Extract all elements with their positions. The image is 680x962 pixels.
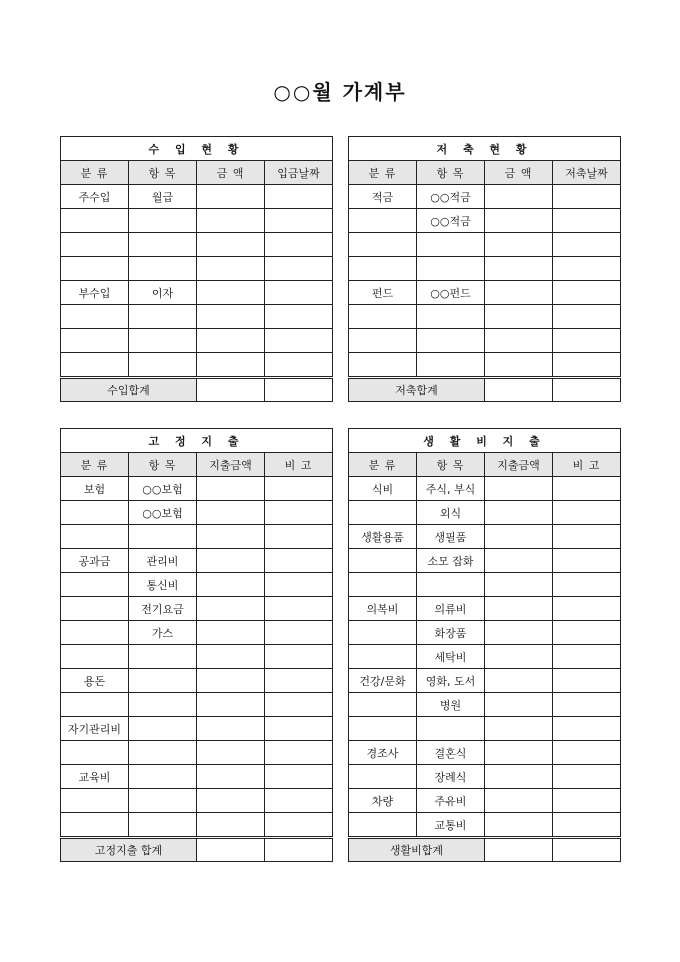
amount-cell[interactable] <box>485 329 553 353</box>
item-cell: 월급 <box>129 185 197 209</box>
category-cell: 펀드 <box>349 281 417 305</box>
item-cell <box>417 717 485 741</box>
total-note-cell[interactable] <box>553 838 621 862</box>
table-row <box>61 765 333 789</box>
item-cell <box>129 789 197 813</box>
item-cell: 소모 잡화 <box>417 549 485 573</box>
item-cell: ○○보험 <box>129 501 197 525</box>
category-cell: 부수입 <box>61 281 129 305</box>
item-cell <box>129 525 197 549</box>
note-cell[interactable] <box>265 741 333 765</box>
category-cell <box>61 741 129 765</box>
category-cell: 건강/문화 <box>349 669 417 693</box>
note-cell[interactable] <box>553 645 621 669</box>
item-cell <box>129 305 197 329</box>
item-cell <box>417 257 485 281</box>
note-cell[interactable] <box>265 305 333 329</box>
section-header-row <box>349 137 621 161</box>
item-cell: 주식, 부식 <box>417 477 485 501</box>
category-cell <box>349 257 417 281</box>
table-row <box>61 525 333 549</box>
table-row <box>349 645 621 669</box>
income-table <box>60 136 333 402</box>
item-cell: 외식 <box>417 501 485 525</box>
column-header: 지출금액 <box>485 453 553 477</box>
item-cell: 병원 <box>417 693 485 717</box>
column-header: 금 액 <box>485 161 553 185</box>
note-cell[interactable] <box>553 305 621 329</box>
savings-table <box>348 136 621 402</box>
amount-cell[interactable] <box>485 717 553 741</box>
amount-cell[interactable] <box>197 669 265 693</box>
amount-cell[interactable] <box>485 233 553 257</box>
note-cell[interactable] <box>553 233 621 257</box>
total-row <box>61 378 333 402</box>
column-header: 분 류 <box>61 453 129 477</box>
table-row <box>349 717 621 741</box>
table-row <box>61 257 333 281</box>
total-row <box>349 838 621 862</box>
item-cell: 가스 <box>129 621 197 645</box>
fixed-expense-table <box>60 428 333 862</box>
table-row <box>349 209 621 233</box>
category-cell <box>349 693 417 717</box>
table-row <box>61 741 333 765</box>
total-note-cell[interactable] <box>265 378 333 402</box>
table-row <box>349 257 621 281</box>
table-row <box>61 573 333 597</box>
amount-cell[interactable] <box>197 353 265 378</box>
column-header: 항 목 <box>417 453 485 477</box>
note-cell[interactable] <box>265 525 333 549</box>
total-note-cell[interactable] <box>553 378 621 402</box>
table-row <box>349 501 621 525</box>
living-expense-table <box>348 428 621 862</box>
amount-cell[interactable] <box>197 257 265 281</box>
amount-cell[interactable] <box>485 573 553 597</box>
table-row <box>61 813 333 838</box>
amount-cell[interactable] <box>197 525 265 549</box>
table-row <box>61 477 333 501</box>
category-cell: 공과금 <box>61 549 129 573</box>
total-amount-cell[interactable] <box>485 378 553 402</box>
note-cell[interactable] <box>265 549 333 573</box>
note-cell[interactable] <box>553 597 621 621</box>
table-row <box>349 329 621 353</box>
note-cell[interactable] <box>265 501 333 525</box>
table-row <box>61 501 333 525</box>
column-header: 저축날짜 <box>553 161 621 185</box>
page-title: ○○월 가계부 <box>273 80 407 104</box>
note-cell[interactable] <box>553 765 621 789</box>
table-row <box>349 185 621 209</box>
note-cell[interactable] <box>265 353 333 378</box>
note-cell[interactable] <box>553 621 621 645</box>
table-row <box>349 281 621 305</box>
note-cell[interactable] <box>553 741 621 765</box>
total-amount-cell[interactable] <box>197 838 265 862</box>
item-cell: 관리비 <box>129 549 197 573</box>
amount-cell[interactable] <box>197 621 265 645</box>
table-row <box>61 621 333 645</box>
amount-cell[interactable] <box>197 645 265 669</box>
column-header-row <box>61 453 333 477</box>
note-cell[interactable] <box>265 477 333 501</box>
note-cell[interactable] <box>553 281 621 305</box>
amount-cell[interactable] <box>485 621 553 645</box>
note-cell[interactable] <box>553 477 621 501</box>
table-row <box>61 669 333 693</box>
amount-cell[interactable] <box>485 693 553 717</box>
note-cell[interactable] <box>265 233 333 257</box>
item-cell <box>417 353 485 378</box>
table-row <box>349 573 621 597</box>
item-cell: ○○보험 <box>129 477 197 501</box>
category-cell: 자기관리비 <box>61 717 129 741</box>
note-cell[interactable] <box>265 789 333 813</box>
note-cell[interactable] <box>553 257 621 281</box>
table-row <box>349 789 621 813</box>
column-header: 항 목 <box>129 161 197 185</box>
category-cell <box>61 813 129 838</box>
amount-cell[interactable] <box>485 209 553 233</box>
item-cell <box>129 717 197 741</box>
total-amount-cell[interactable] <box>485 838 553 862</box>
item-cell <box>129 209 197 233</box>
category-cell: 보험 <box>61 477 129 501</box>
table-row <box>349 621 621 645</box>
item-cell: 의류비 <box>417 597 485 621</box>
item-cell <box>417 305 485 329</box>
amount-cell[interactable] <box>485 597 553 621</box>
category-cell <box>61 525 129 549</box>
note-cell[interactable] <box>265 185 333 209</box>
note-cell[interactable] <box>553 353 621 378</box>
amount-cell[interactable] <box>485 185 553 209</box>
note-cell[interactable] <box>265 717 333 741</box>
column-header: 분 류 <box>61 161 129 185</box>
category-cell: 생활용품 <box>349 525 417 549</box>
note-cell[interactable] <box>265 573 333 597</box>
table-row <box>61 645 333 669</box>
note-cell[interactable] <box>265 693 333 717</box>
note-cell[interactable] <box>265 597 333 621</box>
table-row <box>349 477 621 501</box>
amount-cell[interactable] <box>197 185 265 209</box>
total-row <box>61 838 333 862</box>
category-cell <box>61 693 129 717</box>
note-cell[interactable] <box>553 789 621 813</box>
column-header: 분 류 <box>349 161 417 185</box>
amount-cell[interactable] <box>197 549 265 573</box>
category-cell <box>61 621 129 645</box>
amount-cell[interactable] <box>197 573 265 597</box>
item-cell: 세탁비 <box>417 645 485 669</box>
note-cell[interactable] <box>553 693 621 717</box>
category-cell: 적금 <box>349 185 417 209</box>
item-cell: 영화, 도서 <box>417 669 485 693</box>
total-label: 수입합계 <box>61 378 197 402</box>
table-row <box>61 329 333 353</box>
total-amount-cell[interactable] <box>197 378 265 402</box>
table-row <box>349 305 621 329</box>
table-row <box>349 353 621 378</box>
category-cell <box>61 329 129 353</box>
column-header: 금 액 <box>197 161 265 185</box>
amount-cell[interactable] <box>197 209 265 233</box>
table-row <box>61 717 333 741</box>
category-cell <box>61 257 129 281</box>
category-cell <box>61 597 129 621</box>
section-header-row <box>349 429 621 453</box>
section-header-row <box>61 137 333 161</box>
category-cell <box>349 717 417 741</box>
category-cell <box>349 233 417 257</box>
note-cell[interactable] <box>553 329 621 353</box>
item-cell: ○○적금 <box>417 209 485 233</box>
amount-cell[interactable] <box>197 501 265 525</box>
amount-cell[interactable] <box>485 353 553 378</box>
item-cell: 생필품 <box>417 525 485 549</box>
column-header: 항 목 <box>129 453 197 477</box>
amount-cell[interactable] <box>197 233 265 257</box>
category-cell <box>349 501 417 525</box>
total-label: 생활비합계 <box>349 838 485 862</box>
table-row <box>61 281 333 305</box>
section-header: 저 축 현 황 <box>349 137 621 161</box>
table-row <box>61 597 333 621</box>
amount-cell[interactable] <box>197 693 265 717</box>
category-cell <box>349 209 417 233</box>
category-cell <box>349 329 417 353</box>
item-cell <box>129 329 197 353</box>
section-header-row <box>61 429 333 453</box>
table-row <box>61 305 333 329</box>
amount-cell[interactable] <box>485 645 553 669</box>
item-cell <box>129 765 197 789</box>
category-cell <box>349 621 417 645</box>
amount-cell[interactable] <box>485 477 553 501</box>
category-cell <box>61 573 129 597</box>
note-cell[interactable] <box>265 281 333 305</box>
amount-cell[interactable] <box>485 305 553 329</box>
category-cell: 식비 <box>349 477 417 501</box>
table-row <box>349 669 621 693</box>
table-row <box>349 525 621 549</box>
note-cell[interactable] <box>553 813 621 838</box>
table-row <box>61 789 333 813</box>
category-cell: 의복비 <box>349 597 417 621</box>
table-row <box>61 693 333 717</box>
item-cell <box>129 353 197 378</box>
category-cell <box>61 501 129 525</box>
category-cell <box>61 789 129 813</box>
table-row <box>349 813 621 838</box>
category-cell <box>349 573 417 597</box>
category-cell: 용돈 <box>61 669 129 693</box>
item-cell: 교통비 <box>417 813 485 838</box>
item-cell <box>129 257 197 281</box>
table-row <box>61 353 333 378</box>
table-row <box>349 549 621 573</box>
column-header: 입금날짜 <box>265 161 333 185</box>
total-row <box>349 378 621 402</box>
table-row <box>61 209 333 233</box>
table-row <box>61 549 333 573</box>
note-cell[interactable] <box>553 209 621 233</box>
amount-cell[interactable] <box>197 305 265 329</box>
total-label: 저축합계 <box>349 378 485 402</box>
category-cell <box>61 353 129 378</box>
category-cell <box>349 353 417 378</box>
item-cell: 이자 <box>129 281 197 305</box>
note-cell[interactable] <box>265 329 333 353</box>
amount-cell[interactable] <box>485 741 553 765</box>
category-cell <box>349 305 417 329</box>
column-header: 비 고 <box>265 453 333 477</box>
item-cell: 결혼식 <box>417 741 485 765</box>
note-cell[interactable] <box>265 765 333 789</box>
note-cell[interactable] <box>553 525 621 549</box>
column-header: 항 목 <box>417 161 485 185</box>
note-cell[interactable] <box>265 257 333 281</box>
category-cell <box>61 305 129 329</box>
amount-cell[interactable] <box>485 765 553 789</box>
table-row <box>349 693 621 717</box>
note-cell[interactable] <box>265 209 333 233</box>
category-cell <box>349 645 417 669</box>
note-cell[interactable] <box>265 813 333 838</box>
table-row <box>61 233 333 257</box>
category-cell: 주수입 <box>61 185 129 209</box>
item-cell: ○○펀드 <box>417 281 485 305</box>
amount-cell[interactable] <box>485 525 553 549</box>
table-row <box>349 741 621 765</box>
category-cell <box>61 209 129 233</box>
item-cell <box>129 645 197 669</box>
note-cell[interactable] <box>553 573 621 597</box>
note-cell[interactable] <box>553 669 621 693</box>
note-cell[interactable] <box>553 717 621 741</box>
total-label: 고정지출 합계 <box>61 838 197 862</box>
category-cell <box>349 813 417 838</box>
item-cell: 주유비 <box>417 789 485 813</box>
amount-cell[interactable] <box>197 477 265 501</box>
column-header: 분 류 <box>349 453 417 477</box>
table-row <box>349 233 621 257</box>
column-header: 비 고 <box>553 453 621 477</box>
amount-cell[interactable] <box>197 329 265 353</box>
note-cell[interactable] <box>265 645 333 669</box>
amount-cell[interactable] <box>485 549 553 573</box>
item-cell: 장례식 <box>417 765 485 789</box>
note-cell[interactable] <box>553 185 621 209</box>
item-cell <box>129 693 197 717</box>
category-cell <box>61 233 129 257</box>
item-cell <box>129 741 197 765</box>
total-note-cell[interactable] <box>265 838 333 862</box>
category-cell: 경조사 <box>349 741 417 765</box>
note-cell[interactable] <box>553 549 621 573</box>
item-cell: ○○적금 <box>417 185 485 209</box>
amount-cell[interactable] <box>485 501 553 525</box>
section-header: 고 정 지 출 <box>61 429 333 453</box>
item-cell <box>129 233 197 257</box>
note-cell[interactable] <box>265 621 333 645</box>
item-cell <box>129 813 197 838</box>
amount-cell[interactable] <box>485 669 553 693</box>
column-header-row <box>349 453 621 477</box>
category-cell: 차량 <box>349 789 417 813</box>
amount-cell[interactable] <box>197 717 265 741</box>
column-header-row <box>349 161 621 185</box>
category-cell <box>61 645 129 669</box>
item-cell <box>417 573 485 597</box>
amount-cell[interactable] <box>197 281 265 305</box>
table-row <box>349 597 621 621</box>
column-header: 지출금액 <box>197 453 265 477</box>
section-header: 수 입 현 황 <box>61 137 333 161</box>
category-cell: 교육비 <box>61 765 129 789</box>
item-cell <box>129 669 197 693</box>
item-cell: 통신비 <box>129 573 197 597</box>
amount-cell[interactable] <box>197 741 265 765</box>
category-cell <box>349 549 417 573</box>
table-row <box>61 185 333 209</box>
amount-cell[interactable] <box>197 597 265 621</box>
amount-cell[interactable] <box>197 813 265 838</box>
item-cell <box>417 233 485 257</box>
amount-cell[interactable] <box>197 789 265 813</box>
table-row <box>349 765 621 789</box>
item-cell: 화장품 <box>417 621 485 645</box>
note-cell[interactable] <box>553 501 621 525</box>
amount-cell[interactable] <box>485 281 553 305</box>
amount-cell[interactable] <box>485 789 553 813</box>
section-header: 생 활 비 지 출 <box>349 429 621 453</box>
note-cell[interactable] <box>265 669 333 693</box>
item-cell: 전기요금 <box>129 597 197 621</box>
amount-cell[interactable] <box>197 765 265 789</box>
column-header-row <box>61 161 333 185</box>
item-cell <box>417 329 485 353</box>
amount-cell[interactable] <box>485 257 553 281</box>
category-cell <box>349 765 417 789</box>
amount-cell[interactable] <box>485 813 553 838</box>
